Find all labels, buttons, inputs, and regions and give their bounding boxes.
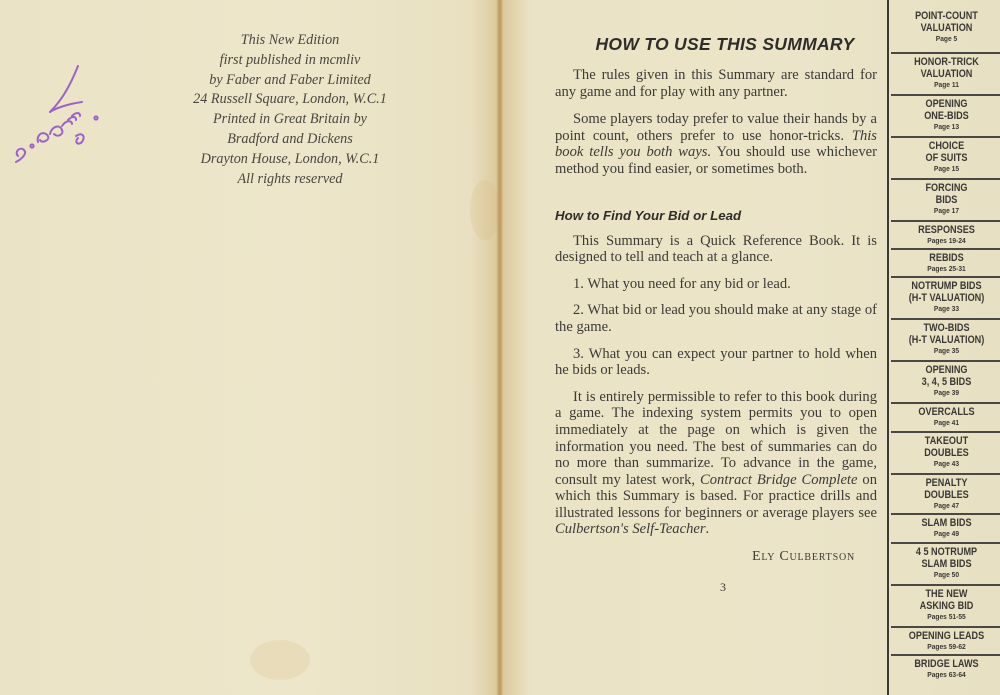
index-tab-pages: Page 15 bbox=[933, 164, 960, 174]
text-run: Some players today prefer to value their hands by a point count, others prefer to use honor-tricks. bbox=[555, 111, 877, 144]
text-run: . bbox=[705, 521, 710, 538]
index-tab-label: TWO-BIDS bbox=[923, 322, 970, 334]
index-tab-label: SLAM BIDS bbox=[921, 558, 972, 571]
index-tab-pages: Pages 25-31 bbox=[927, 264, 966, 274]
emphasis-text: This book tells you both ways. bbox=[555, 127, 877, 161]
handwritten-mark-icon bbox=[6, 60, 116, 170]
right-page bbox=[503, 0, 1000, 695]
index-tab-pages: Page 39 bbox=[933, 388, 960, 398]
index-tab-label: OPENING LEADS bbox=[908, 630, 985, 642]
index-tab-bridge-laws[interactable] bbox=[891, 656, 1000, 686]
index-tab-label: PENALTY bbox=[925, 477, 968, 489]
index-tab-pages: Pages 63-64 bbox=[927, 670, 966, 680]
index-tab-label: NOTRUMP BIDS bbox=[911, 280, 982, 292]
index-tab-overcalls[interactable] bbox=[891, 404, 1000, 433]
index-tab-opening-leads[interactable] bbox=[891, 628, 1000, 656]
index-tab-4-5-notrump-slam-bids[interactable] bbox=[891, 544, 1000, 586]
index-tab-pages: Page 41 bbox=[933, 418, 960, 428]
index-tab-label: SLAM BIDS bbox=[921, 517, 972, 529]
index-tab-responses[interactable] bbox=[891, 222, 1000, 250]
index-tab-pages: Page 33 bbox=[933, 304, 960, 314]
index-tab-the-new-asking-bid[interactable] bbox=[891, 586, 1000, 628]
index-tab-label: VALUATION bbox=[920, 22, 973, 35]
index-tab-pages: Page 17 bbox=[933, 206, 960, 216]
index-tab-label: ONE-BIDS bbox=[924, 110, 969, 123]
paragraph-intro: This Summary is a Quick Reference Book. It is designed to tell and teach at a glance. bbox=[555, 232, 877, 266]
imprint-line: by Faber and Faber Limited bbox=[209, 71, 371, 88]
index-tab-rebids[interactable] bbox=[891, 250, 1000, 278]
index-tab-label: VALUATION bbox=[920, 68, 973, 81]
index-tab-penalty-doubles[interactable] bbox=[891, 475, 1000, 515]
index-tab-label: DOUBLES bbox=[924, 489, 969, 502]
index-tab-label: POINT-COUNT bbox=[915, 10, 978, 22]
text-run: It is entirely permissible to refer to this book during a game. The indexing system permits you to open immediately at the page on which is given the information you need. The best of summaries can do no more than summarize. To advance in the game, consult my latest work, bbox=[555, 388, 877, 488]
page-number: 3 bbox=[720, 580, 726, 595]
text-run: on which this Summary is based. For practice drills and illustrated lessons for beginners or average players see bbox=[555, 471, 878, 521]
imprint-line: Bradford and Dickens bbox=[227, 130, 353, 147]
index-tab-label: THE NEW bbox=[925, 588, 968, 600]
thumb-index bbox=[887, 0, 1000, 695]
list-item: 3. What you can expect your partner to hold when he bids or leads. bbox=[555, 345, 877, 379]
summary-column bbox=[555, 34, 877, 595]
imprint-block bbox=[160, 31, 420, 189]
index-tab-forcing-bids[interactable] bbox=[891, 180, 1000, 222]
index-tab-label: ASKING BID bbox=[919, 600, 974, 613]
index-tab-label: 3, 4, 5 BIDS bbox=[921, 376, 972, 389]
index-tab-pages: Page 35 bbox=[933, 346, 960, 356]
index-tab-pages: Page 50 bbox=[933, 570, 960, 580]
index-tab-label: (H-T VALUATION) bbox=[908, 334, 985, 347]
imprint-line: Printed in Great Britain by bbox=[213, 111, 367, 128]
index-tab-pages: Pages 19-24 bbox=[927, 236, 966, 246]
imprint-line: 24 Russell Square, London, W.C.1 bbox=[193, 91, 387, 108]
index-tab-label: HONOR-TRICK bbox=[914, 56, 979, 68]
index-tab-label: REBIDS bbox=[929, 252, 964, 264]
index-tab-slam-bids[interactable] bbox=[891, 515, 1000, 544]
index-tab-pages: Page 13 bbox=[933, 122, 960, 132]
paragraph-valuation bbox=[555, 111, 877, 177]
index-tab-pages: Pages 51-55 bbox=[927, 612, 966, 622]
index-tab-pages: Page 43 bbox=[933, 459, 960, 469]
page-title: HOW TO USE THIS SUMMARY bbox=[595, 34, 855, 54]
index-tab-label: DOUBLES bbox=[924, 447, 969, 460]
list-item: 2. What bid or lead you should make at any stage of the game. bbox=[555, 302, 877, 335]
index-tab-pages: Pages 59-62 bbox=[927, 642, 966, 652]
imprint-line: Drayton House, London, W.C.1 bbox=[200, 150, 380, 167]
imprint-line: This New Edition bbox=[240, 32, 340, 48]
index-tab-label: OVERCALLS bbox=[918, 406, 975, 418]
index-tab-label: BIDS bbox=[935, 194, 958, 207]
paragraph-rules: The rules given in this Summary are standard for any game and for play with any partner. bbox=[555, 67, 877, 100]
index-tab-opening-3-4-5-bids[interactable] bbox=[891, 362, 1000, 404]
index-tab-label: (H-T VALUATION) bbox=[908, 292, 985, 305]
index-tab-opening-one-bids[interactable] bbox=[891, 96, 1000, 138]
index-tab-pages: Page 5 bbox=[935, 34, 958, 44]
index-tab-label: OPENING bbox=[925, 364, 968, 376]
index-tab-pages: Page 49 bbox=[933, 529, 960, 539]
index-tab-label: BRIDGE LAWS bbox=[914, 658, 979, 670]
text-run: You should use whichever method you find easier, or sometimes both. bbox=[555, 144, 878, 177]
author-signature: Ely Culbertson bbox=[752, 548, 855, 564]
paragraph-closing bbox=[555, 389, 877, 538]
index-tab-pages: Page 11 bbox=[934, 80, 959, 90]
index-tab-notrump-bids[interactable] bbox=[891, 278, 1000, 320]
index-tab-label: 4 5 NOTRUMP bbox=[915, 546, 978, 558]
index-tab-label: TAKEOUT bbox=[924, 435, 969, 447]
index-tab-label: CHOICE bbox=[928, 140, 965, 152]
section-heading: How to Find Your Bid or Lead bbox=[555, 207, 742, 223]
index-tab-choice-of-suits[interactable] bbox=[891, 138, 1000, 180]
list-item: 1. What you need for any bid or lead. bbox=[573, 275, 791, 292]
book-title-self-teacher: Culbertson's Self-Teacher bbox=[555, 521, 706, 538]
index-tab-label: OPENING bbox=[925, 98, 968, 110]
index-tab-takeout-doubles[interactable] bbox=[891, 433, 1000, 475]
index-tab-label: OF SUITS bbox=[925, 152, 968, 165]
index-tab-label: FORCING bbox=[925, 182, 968, 194]
index-tab-label: RESPONSES bbox=[918, 224, 975, 236]
left-page bbox=[0, 0, 497, 695]
index-tab-two-bids[interactable] bbox=[891, 320, 1000, 362]
index-tab-point-count-valuation[interactable] bbox=[891, 0, 1000, 54]
book-title-contract-bridge-complete: Contract Bridge Complete bbox=[700, 471, 858, 488]
index-tab-pages: Page 47 bbox=[933, 501, 960, 511]
index-tab-honor-trick-valuation[interactable] bbox=[891, 54, 1000, 96]
imprint-line: first published in mcmliv bbox=[219, 51, 361, 68]
imprint-line: All rights reserved bbox=[237, 170, 343, 187]
